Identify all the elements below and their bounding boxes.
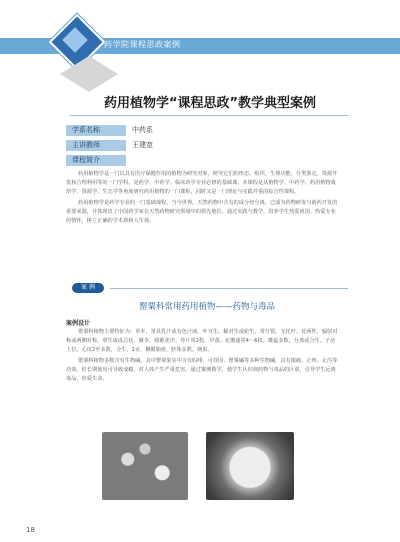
intro-paragraph-2: 药用植物学是药学专业的一门基础课程。当今世界，天然药物中含有的成分经分离，已成为药物研发与新药开发的重要来源，并体现出了中国药学家在天然药物研究领域中的领先地位。通过实践与教学，培养学生热爱祖国、热爱专业的情怀，树立正确的学术观和人生观。 — [66, 200, 338, 224]
title-rule — [70, 115, 348, 116]
intro-paragraph-1: 药用植物学是一门以具有医疗保健作用的植物为研究对象，研究它们的形态、组织、生理功能、分类鉴定、资源开发和合理利用等的一门学科，是药学、中药学、临床药学专业必修的基础课。本课程是从植物学、中药学、药用植物栽培学、资源学、生态学等角度研究药用植物的一门课程，同时又是一门理论与实践并重的综合性课程。 — [66, 171, 338, 195]
case-paragraph-1: 罂粟科植物主要特征为：草本，常具乳汁或有色汁液。叶互生，稀对生或轮生，常分裂，无托叶。花两性，辐射对称或两侧对称，单生或成总状、聚伞、圆锥花序。萼片常2枚，早落。花瓣通常4～6枚。雄蕊多数，分离或合生。子房上位，心皮2至多数，合生，1室，侧膜胎座，胚珠多数。蒴果。 — [66, 329, 338, 353]
poppy-flower-photo — [102, 432, 188, 500]
intro-text — [66, 170, 338, 226]
poppy-capsule-photo — [206, 432, 294, 500]
case-text — [66, 328, 338, 384]
case-design-label: 案例设计 — [66, 320, 91, 327]
page-number: 18 — [26, 526, 35, 534]
teacher-label: 主讲教师 — [66, 140, 126, 151]
case-tag: 案 例 — [72, 283, 104, 293]
case-rule — [110, 288, 348, 289]
header-series-text: 药学院课程思政案例 — [104, 40, 181, 49]
intro-label: 课程简介 — [66, 155, 126, 166]
school-label: 学系名称 — [66, 125, 126, 136]
school-value: 中药系 — [132, 126, 153, 134]
page-title: 药用植物学“课程思政”教学典型案例 — [103, 96, 317, 111]
case-title: 罂粟科常用药用植物——药物与毒品 — [138, 302, 275, 312]
teacher-value: 王建宽 — [132, 141, 153, 149]
case-paragraph-2: 罂粟科植物多数含有生物碱，其中罂粟果实中含有吗啡、可待因、罂粟碱等多种生物碱，具有镇痛、止咳、止泻等功效，但长期使用可导致成瘾，对人体产生严重危害。通过案例教学，使学生认识到药物与毒品的区别，引导学生远离毒品，珍爱生命。 — [66, 358, 338, 382]
